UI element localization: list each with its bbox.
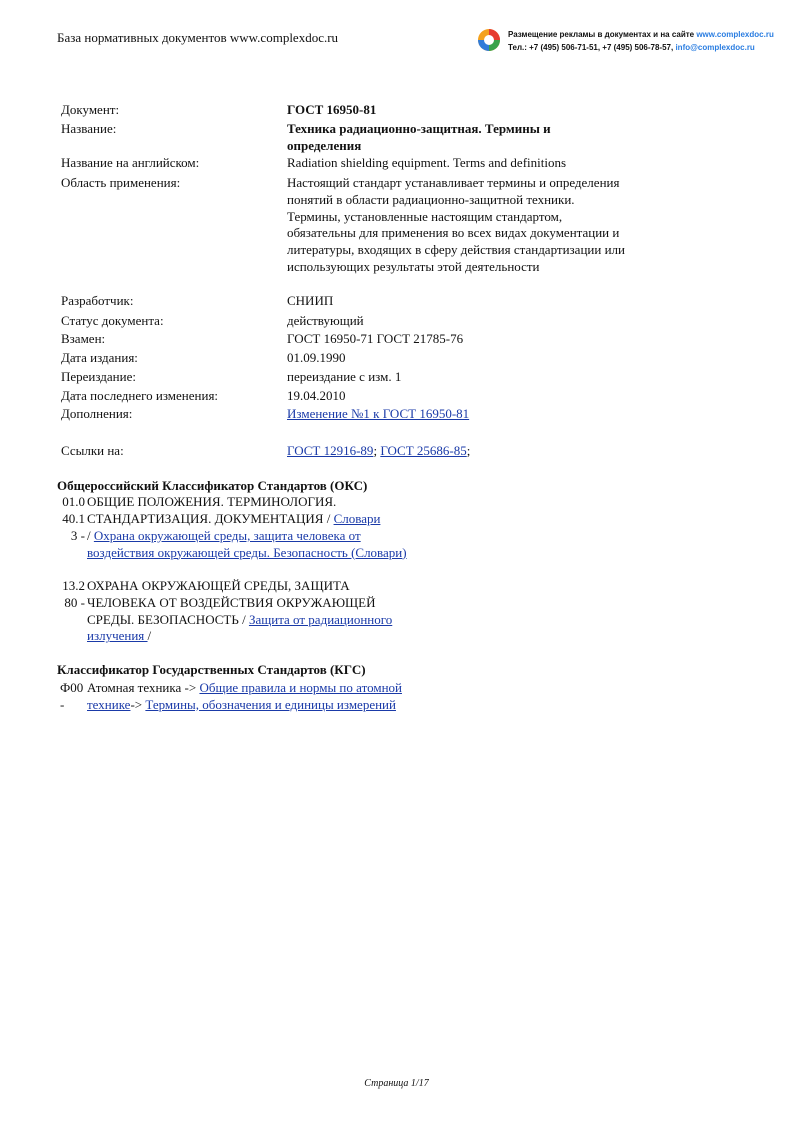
kgs-code: Ф00 [60, 680, 84, 695]
kgs-link-terms[interactable]: Термины, обозначения и единицы измерений [145, 696, 396, 712]
oks-link-dictionaries[interactable]: Словари [333, 511, 381, 526]
replaces-label: Взамен: [61, 331, 106, 346]
oks-text: ОБЩИЕ ПОЛОЖЕНИЯ. ТЕРМИНОЛОГИЯ. [87, 494, 337, 509]
scope-label: Область применения: [61, 175, 181, 190]
additions-value [287, 406, 627, 423]
last-change-label: Дата последнего изменения: [61, 388, 219, 403]
name-en-label: Название на английском: [61, 155, 200, 170]
developer-value: СНИИП [287, 293, 334, 308]
oks-text: СТАНДАРТИЗАЦИЯ. ДОКУМЕНТАЦИЯ / Словари / Охрана окружающей среды, защита человека от воздействия окружающей среды. Безопасность (Словари) [87, 511, 407, 560]
oks-code: 40.1 [62, 511, 85, 526]
developer-label: Разработчик: [61, 293, 134, 308]
additions-label: Дополнения: [61, 406, 133, 421]
ad-line-1: Размещение рекламы в документах и на сайте www.complexdoc.ru [508, 30, 774, 39]
oks-code: 01.0 [62, 494, 85, 509]
reference-link-gost-25686[interactable]: ГОСТ 25686-85 [380, 443, 467, 458]
doc-label: Документ: [61, 102, 120, 117]
status-label: Статус документа: [61, 313, 164, 328]
replaces-value: ГОСТ 16950-71 ГОСТ 21785-76 [287, 331, 464, 346]
last-change-value: 19.04.2010 [287, 388, 346, 403]
status-value: действующий [287, 313, 364, 328]
complexdoc-logo-icon [477, 28, 501, 52]
site-title: База нормативных документов www.complexdoc.ru [57, 30, 339, 45]
amendment-link[interactable]: Изменение №1 к ГОСТ 16950-81 [287, 406, 470, 421]
oks-code-suffix: 3 - [70, 528, 85, 543]
oks-code: 13.2 [62, 578, 85, 593]
oks-link-environment[interactable]: Охрана окружающей среды, защита человека от воздействия окружающей среды. Безопасность (Словари) [87, 527, 407, 560]
kgs-link-general-rules[interactable]: Общие правила и нормы по атомной технике [87, 680, 402, 712]
email-link[interactable]: info@complexdoc.ru [675, 43, 755, 52]
oks-heading: Общероссийский Классификатор Стандартов (ОКС) [57, 478, 368, 493]
oks-text: ОХРАНА ОКРУЖАЮЩЕЙ СРЕДЫ, ЗАЩИТА ЧЕЛОВЕКА ОТ ВОЗДЕЙСТВИЯ ОКРУЖАЮЩЕЙ СРЕДЫ. БЕЗОПАСНОСТЬ / Защита от радиационного излучения / [87, 578, 393, 644]
name-label: Название: [61, 121, 117, 136]
oks-link-radiation-protection[interactable]: Защита от радиационного излучения [87, 611, 393, 644]
name-value: Техника радиационно-защитная. Термины и определения [287, 121, 551, 153]
ad-line-2: Тел.: +7 (495) 506-71-51, +7 (495) 506-78-57, info@complexdoc.ru [508, 43, 755, 52]
reissue-label: Переиздание: [61, 369, 136, 384]
name-en-value: Radiation shielding equipment. Terms and definitions [287, 155, 567, 170]
kgs-heading: Классификатор Государственных Стандартов (КГС) [57, 662, 366, 677]
links-value: ГОСТ 12916-89; ГОСТ 25686-85; [287, 443, 471, 458]
scope-value: Настоящий стандарт устанавливает термины и определения понятий в области радиационно-защитной техники. Термины, установленные настоящим стандартом, обязательны для применения во всех видах документации и литературы, входящих в сферу действия стандартизации или использующих результаты этой деятельности [287, 175, 625, 274]
links-label: Ссылки на: [61, 443, 124, 458]
kgs-text: Атомная техника -> Общие правила и нормы по атомной технике-> Термины, обозначения и единицы измерений [87, 680, 402, 712]
oks-code-suffix: 80 - [64, 595, 85, 610]
page-number: Страница 1/17 [364, 1078, 429, 1089]
issue-date-value: 01.09.1990 [287, 350, 346, 365]
doc-value: ГОСТ 16950-81 [287, 102, 377, 117]
reissue-value: переиздание с изм. 1 [287, 369, 402, 384]
kgs-code-suffix: - [60, 697, 65, 712]
site-link[interactable]: www.complexdoc.ru [696, 30, 774, 39]
reference-link-gost-12916[interactable]: ГОСТ 12916-89 [287, 443, 374, 458]
issue-date-label: Дата издания: [61, 350, 138, 365]
